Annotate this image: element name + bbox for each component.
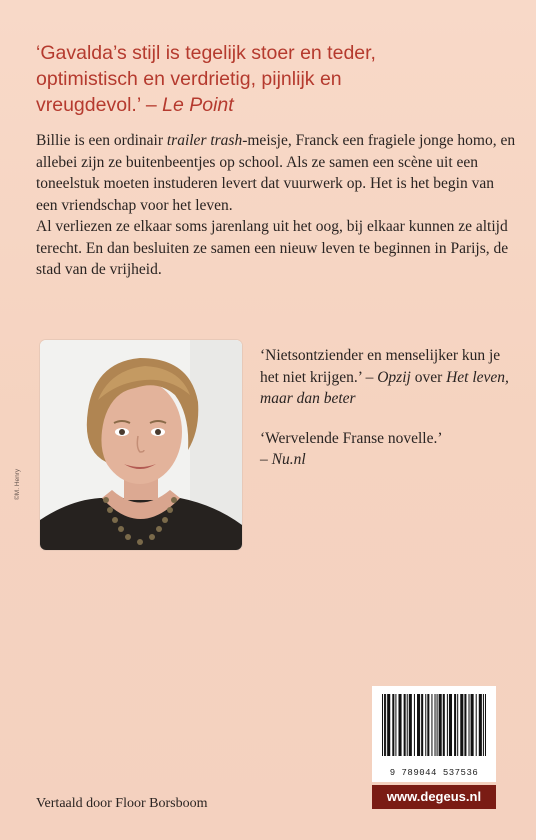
- press-quote-line-2: optimistisch en verdrietig, pijnlijk en: [36, 68, 342, 90]
- press-quote-top: [36, 40, 506, 118]
- review-quote-1-text: ‘Nietsontziender en menselijker kun je het niet krijgen.’ –: [260, 347, 501, 386]
- book-description: [36, 130, 516, 281]
- isbn-digits: 9 789044 537536: [389, 768, 479, 778]
- description-paragraph-1: [36, 130, 516, 216]
- description-text-a: Billie is een ordinair: [36, 132, 167, 149]
- translator-credit: Vertaald door Floor Borsboom: [36, 796, 208, 811]
- description-text-b: -meisje, Franck een fragiele jonge homo, en allebei zijn ze buitenbeentjes op school. Als ze samen een scène uit een toneelstuk moeten instuderen levert dat vuurwerk op. Het is het begin van een vriendschap voor het leven.: [36, 132, 516, 214]
- author-photo: [40, 340, 242, 550]
- press-quote-line-1: ‘Gavalda’s stijl is tegelijk stoer en teder,: [36, 42, 376, 64]
- review-quote-2-text: ‘Wervelende Franse novelle.’: [260, 429, 443, 447]
- review-quote-1-book-title: Het leven, maar dan beter: [260, 368, 509, 407]
- review-quote-2-source: – Nu.nl: [260, 451, 306, 468]
- press-quote-source: Le Point: [162, 94, 234, 116]
- description-emphasis: trailer trash: [166, 132, 243, 149]
- isbn-barcode: [372, 686, 496, 782]
- press-quote-line-3: [36, 92, 506, 118]
- press-quote-line-3-text: vreugdevol.’ –: [36, 94, 163, 116]
- review-quote-2: [260, 428, 510, 471]
- photo-credit: ©M. Henry: [14, 468, 21, 500]
- publisher-website: www.degeus.nl: [372, 785, 496, 809]
- author-portrait-illustration: [40, 340, 242, 550]
- review-quotes: [260, 345, 510, 489]
- barcode-bars: [372, 686, 496, 766]
- review-quote-1-connector: over: [410, 368, 447, 386]
- review-quote-1: [260, 345, 510, 410]
- review-quote-1-source: Opzij: [377, 368, 411, 386]
- description-paragraph-2: Al verliezen ze elkaar soms jarenlang uit het oog, bij elkaar kunnen ze altijd terecht. En dan besluiten ze samen een nieuw leven te beginnen in Parijs, de stad van de vrijheid.: [36, 218, 509, 278]
